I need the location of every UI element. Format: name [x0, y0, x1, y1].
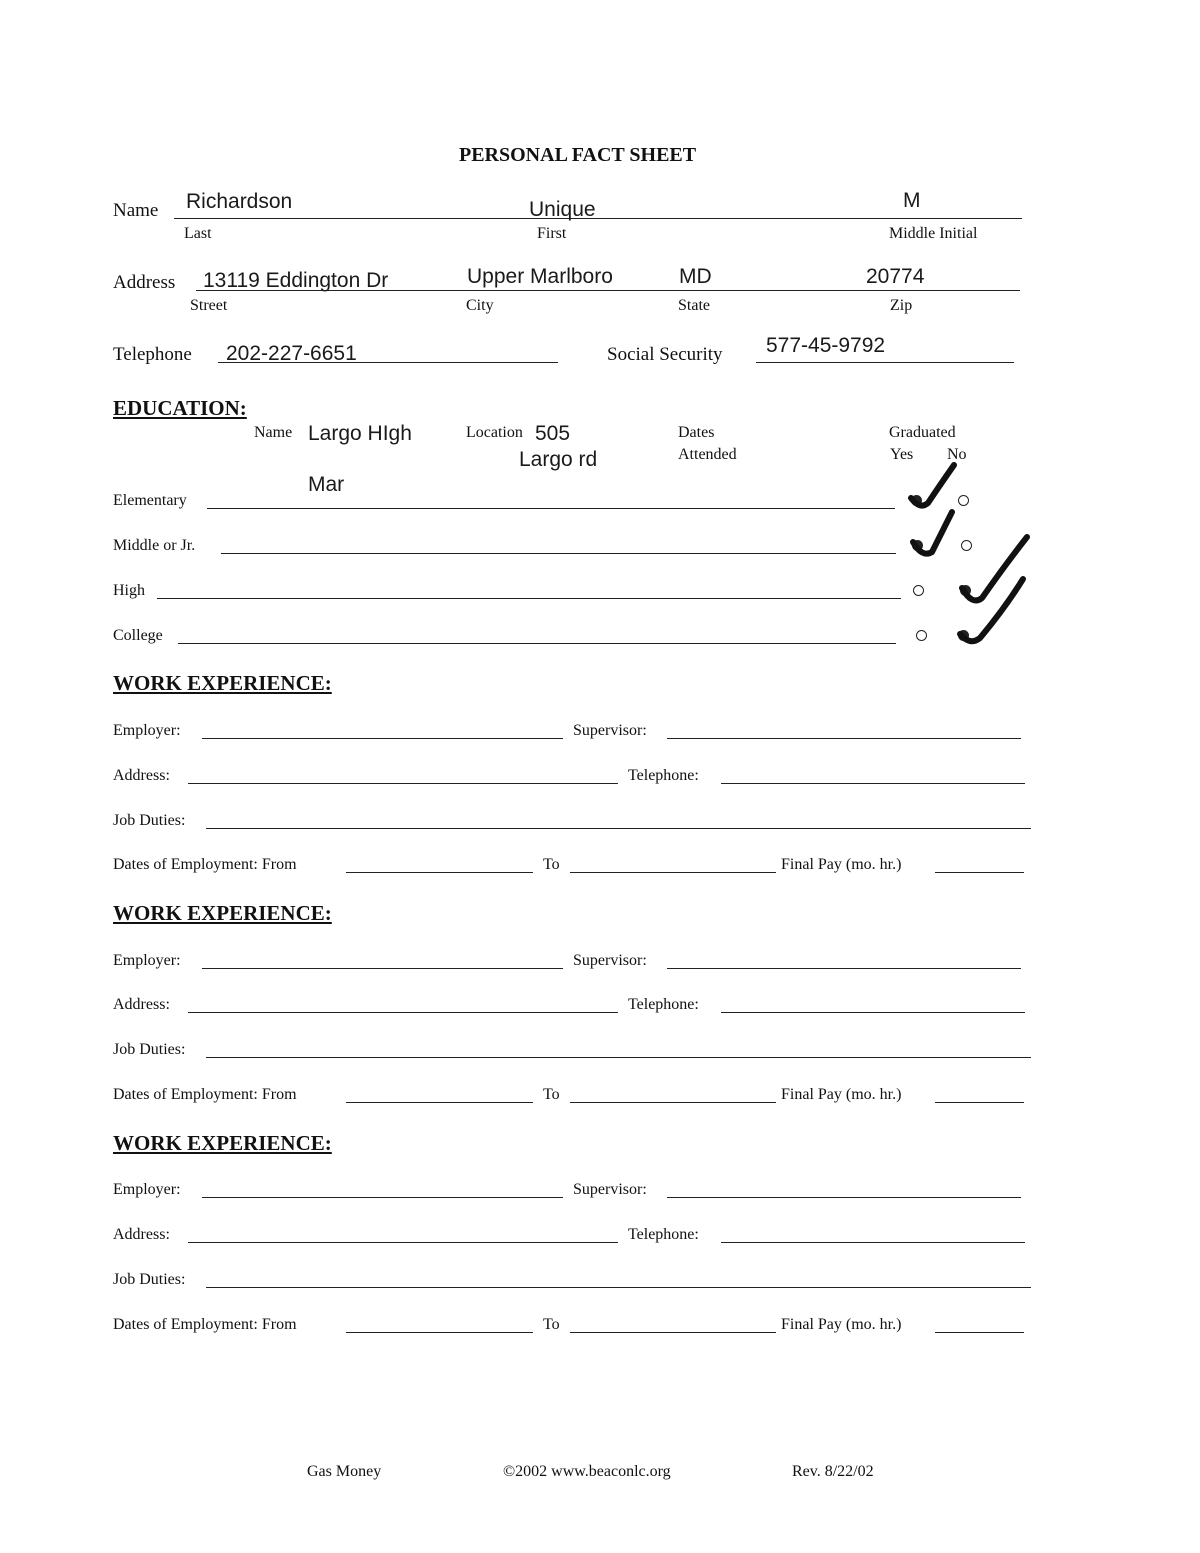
last-name-field[interactable]: Richardson — [186, 190, 293, 213]
edu-row-label: Elementary — [113, 492, 187, 509]
work-telephone-line[interactable] — [721, 783, 1025, 784]
duties-line[interactable] — [206, 1057, 1031, 1058]
checkmark-icon — [911, 465, 954, 506]
footer-right: Rev. 8/22/02 — [792, 1463, 874, 1480]
employer-label: Employer: — [113, 952, 181, 969]
work-address-line[interactable] — [188, 783, 618, 784]
work-heading: WORK EXPERIENCE: — [113, 671, 332, 695]
work-address-label: Address: — [113, 767, 170, 784]
edu-name-value-2[interactable]: Mar — [308, 473, 345, 496]
work-address-line[interactable] — [188, 1012, 618, 1013]
dates-from-label: Dates of Employment: From — [113, 1086, 297, 1103]
supervisor-label: Supervisor: — [573, 1181, 647, 1198]
from-line[interactable] — [346, 1332, 533, 1333]
supervisor-label: Supervisor: — [573, 722, 647, 739]
to-label: To — [543, 856, 560, 873]
employer-line[interactable] — [202, 1197, 563, 1198]
to-line[interactable] — [570, 1332, 776, 1333]
last-caption: Last — [184, 225, 212, 242]
supervisor-label: Supervisor: — [573, 952, 647, 969]
duties-label: Job Duties: — [113, 812, 186, 829]
work-heading: WORK EXPERIENCE: — [113, 901, 332, 925]
first-caption: First — [537, 225, 567, 242]
work-telephone-line[interactable] — [721, 1242, 1025, 1243]
state-field[interactable]: MD — [679, 265, 712, 288]
work-telephone-label: Telephone: — [628, 996, 699, 1013]
address-label: Address — [113, 272, 176, 293]
edu-graduated-label: Graduated — [889, 424, 956, 441]
to-line[interactable] — [570, 872, 776, 873]
from-line[interactable] — [346, 872, 533, 873]
work-heading: WORK EXPERIENCE: — [113, 1131, 332, 1155]
final-pay-label: Final Pay (mo. hr.) — [781, 1316, 902, 1333]
to-label: To — [543, 1316, 560, 1333]
final-pay-line[interactable] — [935, 1332, 1024, 1333]
checkmark-icon — [913, 512, 952, 554]
ssn-label: Social Security — [607, 344, 723, 365]
footer-center: ©2002 www.beaconlc.org — [503, 1463, 671, 1480]
education-heading: EDUCATION: — [113, 396, 247, 420]
ssn-field[interactable]: 577-45-9792 — [766, 334, 886, 357]
street-caption: Street — [190, 297, 228, 314]
first-name-field[interactable]: Unique — [529, 198, 596, 221]
work-address-label: Address: — [113, 996, 170, 1013]
zip-caption: Zip — [890, 297, 913, 314]
employer-label: Employer: — [113, 722, 181, 739]
edu-yes-label: Yes — [890, 446, 914, 463]
supervisor-line[interactable] — [667, 968, 1021, 969]
state-caption: State — [678, 297, 710, 314]
edu-name-value[interactable]: Largo HIgh — [308, 422, 412, 445]
final-pay-line[interactable] — [935, 1102, 1024, 1103]
work-address-line[interactable] — [188, 1242, 618, 1243]
edu-row-label: College — [113, 627, 163, 644]
from-line[interactable] — [346, 1102, 533, 1103]
edu-location-value-2[interactable]: Largo rd — [519, 448, 598, 471]
duties-line[interactable] — [206, 1287, 1031, 1288]
footer-left: Gas Money — [307, 1463, 382, 1480]
duties-line[interactable] — [206, 828, 1031, 829]
edu-no-label: No — [947, 446, 967, 463]
final-pay-label: Final Pay (mo. hr.) — [781, 1086, 902, 1103]
edu-location-label: Location — [466, 424, 523, 441]
work-telephone-line[interactable] — [721, 1012, 1025, 1013]
edu-row-label: High — [113, 582, 145, 599]
edu-row-label: Middle or Jr. — [113, 537, 196, 554]
name-label: Name — [113, 200, 159, 221]
final-pay-label: Final Pay (mo. hr.) — [781, 856, 902, 873]
dates-from-label: Dates of Employment: From — [113, 856, 297, 873]
work-telephone-label: Telephone: — [628, 767, 699, 784]
work-address-label: Address: — [113, 1226, 170, 1243]
final-pay-line[interactable] — [935, 872, 1024, 873]
city-field[interactable]: Upper Marlboro — [467, 265, 613, 288]
to-line[interactable] — [570, 1102, 776, 1103]
edu-attended-label: Attended — [678, 446, 737, 463]
middle-caption: Middle Initial — [889, 225, 978, 242]
telephone-field[interactable]: 202-227-6651 — [226, 342, 357, 365]
street-field[interactable]: 13119 Eddington Dr — [203, 269, 389, 292]
zip-field[interactable]: 20774 — [866, 265, 925, 288]
telephone-label: Telephone — [113, 344, 192, 365]
duties-label: Job Duties: — [113, 1041, 186, 1058]
supervisor-line[interactable] — [667, 738, 1021, 739]
employer-line[interactable] — [202, 968, 563, 969]
page-title: PERSONAL FACT SHEET — [459, 144, 697, 166]
middle-initial-field[interactable]: M — [903, 189, 921, 212]
employer-label: Employer: — [113, 1181, 181, 1198]
employer-line[interactable] — [202, 738, 563, 739]
work-telephone-label: Telephone: — [628, 1226, 699, 1243]
duties-label: Job Duties: — [113, 1271, 186, 1288]
city-caption: City — [466, 297, 494, 314]
supervisor-line[interactable] — [667, 1197, 1021, 1198]
to-label: To — [543, 1086, 560, 1103]
edu-dates-label: Dates — [678, 424, 715, 441]
edu-name-label: Name — [254, 424, 293, 441]
edu-location-value[interactable]: 505 — [535, 422, 571, 445]
dates-from-label: Dates of Employment: From — [113, 1316, 297, 1333]
